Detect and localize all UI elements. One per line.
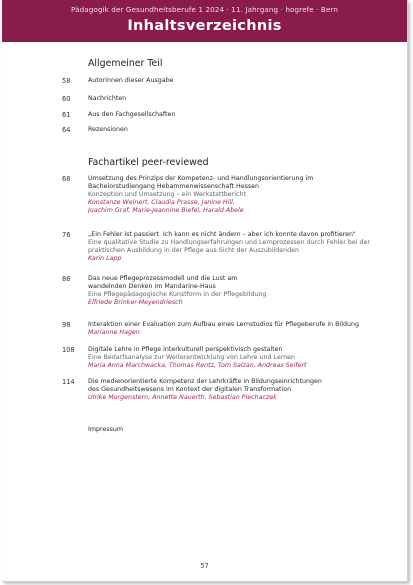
toc-entry-title: Digitale Lehre in Pflege interkulturell perspektivisch gestalten — [88, 346, 283, 353]
toc-entry-title: Rezensionen — [88, 126, 128, 133]
section-title-general: Allgemeiner Teil — [88, 58, 163, 69]
toc-entry-title: des Gesundheitswesens im Kontext der digitalen Transformation — [88, 386, 292, 393]
toc-entry-title: Nachrichten — [88, 95, 127, 102]
toc-entry-authors: Marianne Hagen — [88, 329, 140, 336]
page-title: Inhaltsverzeichnis — [127, 18, 282, 34]
toc-entry-authors: Konstanze Weinert, Claudia Prasse, Janine Hill, — [88, 199, 235, 206]
toc-entry-authors: Elfriede Brinker-Meyendriesch — [88, 299, 183, 306]
toc-entry-body — [88, 126, 390, 134]
toc-entry-subtitle: Eine Pflegepädagogische Kunstform in der Pflegebildung — [88, 291, 267, 298]
toc-page-number: 86 — [62, 275, 71, 283]
document-page — [2, 0, 408, 582]
toc-entry-authors: Karin Lapp — [88, 255, 122, 262]
toc-page-number: 60 — [62, 95, 71, 103]
toc-entry-title: Das neue Pflegeprozessmodell und die Lust am — [88, 275, 238, 282]
toc-entry-body — [88, 231, 390, 263]
toc-page-number: 61 — [62, 111, 71, 119]
page-number: 57 — [200, 562, 209, 570]
toc-entry-authors: Joachim Graf, Marie-Jeannine Biefel, Harald Abele — [88, 207, 244, 214]
toc-entry-title: „Ein Fehler ist passiert. Ich kann es nicht ändern – aber ich konnte davon profitieren“ — [88, 231, 356, 238]
toc-entry-title: Autorinnen dieser Ausgabe — [88, 77, 174, 84]
running-head: Pädagogik der Gesundheitsberufe 1 2024 · 11. Jahrgang · hogrefe · Bern — [70, 5, 339, 14]
toc-entry-title: wandelnden Denken im Mandarine-Haus — [88, 283, 216, 290]
toc-page-number: 64 — [62, 126, 71, 134]
toc-page-number: 58 — [62, 77, 71, 85]
toc-entry-body — [88, 275, 390, 307]
toc-entry-authors: Maria Anna Marchwacka, Thomas Rentz, Tom Salzan, Andreas Seifert — [88, 362, 307, 369]
toc-page-number: 68 — [62, 175, 71, 183]
toc-entry-body — [88, 175, 390, 215]
toc-entry-title: Interaktion einer Evaluation zum Aufbau eines Lernstudios für Pflegeberufe in Bildung — [88, 321, 359, 328]
toc-entry-title: Aus den Fachgesellschaften — [88, 111, 176, 118]
toc-entry-body — [88, 378, 390, 402]
toc-entry-title: Die medienorientierte Kompetenz der Lehrkräfte in Bildungseinrichtungen — [88, 378, 322, 385]
header-band — [2, 0, 407, 42]
toc-entry-subtitle: praktischen Ausbildung in der Pflege aus Sicht der Auszubildenden — [88, 247, 300, 254]
toc-page-number: 98 — [62, 321, 71, 329]
toc-entry-subtitle: Eine qualitative Studie zu Handlungserfahrungen und Lernprozessen durch Fehler bei der — [88, 239, 370, 246]
toc-entry-title: Bachelorstudiengang Hebammenwissenschaft Hessen — [88, 183, 260, 190]
toc-entry-body — [88, 321, 390, 337]
toc-entry-body — [88, 346, 390, 370]
toc-page-number: 108 — [62, 346, 75, 354]
toc-entry-authors: Ulrike Morgenstern, Annette Nauerth, Sebastian Piechaczek — [88, 394, 277, 401]
toc-entry-body — [88, 111, 390, 119]
toc-entry-body — [88, 77, 390, 85]
toc-entry-title: Umsetzung des Prinzips der Kompetenz- und Handlungsorientierung im — [88, 175, 314, 182]
toc-page-number: 114 — [62, 378, 75, 386]
toc-entry-body — [88, 426, 390, 434]
toc-entry-subtitle: Konzeption und Umsetzung – ein Werkstattbericht — [88, 191, 246, 198]
toc-entry-subtitle: Eine Bedarfsanalyse zur Weiterentwicklung von Lehre und Lernen — [88, 354, 296, 361]
toc-page-number: 76 — [62, 231, 71, 239]
impressum-link: Impressum — [88, 426, 123, 433]
toc-entry-body — [88, 95, 390, 103]
section-title-peer-reviewed: Fachartikel peer-reviewed — [88, 157, 209, 168]
